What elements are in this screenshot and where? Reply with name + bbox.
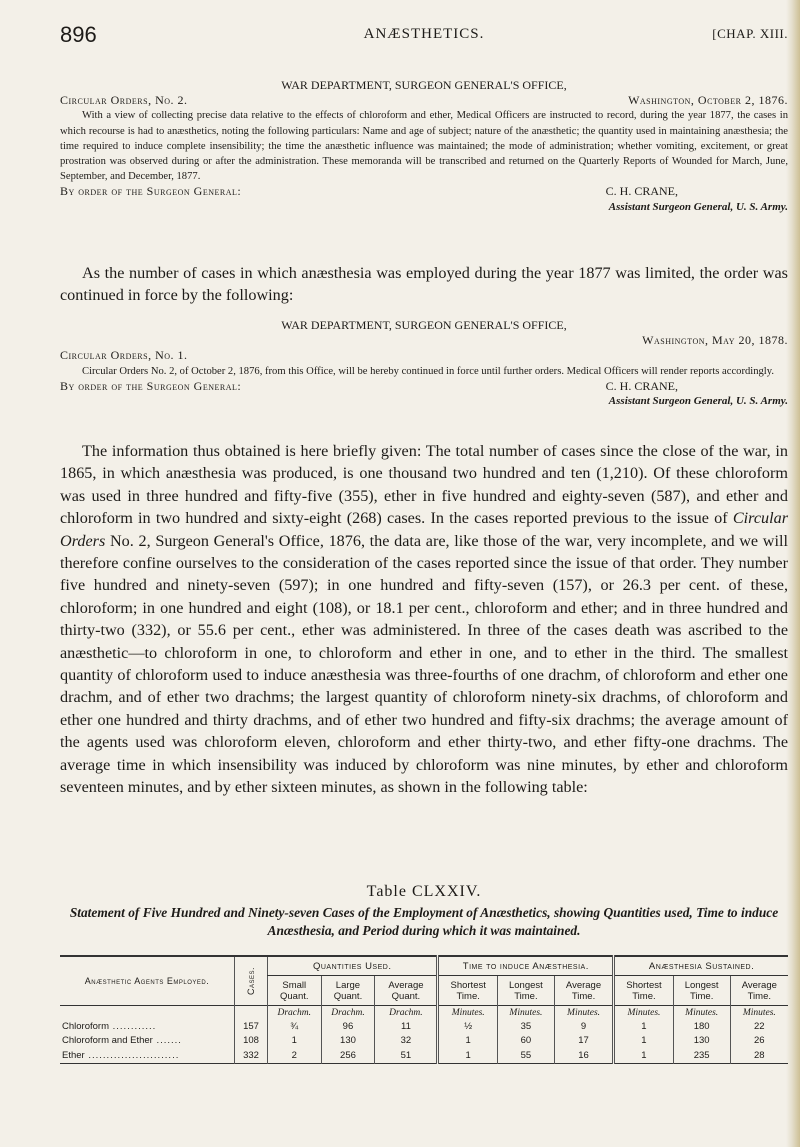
cell: 32 <box>375 1034 438 1048</box>
cell: 96 <box>321 1020 375 1034</box>
agent-name: Chloroform and Ether <box>62 1035 153 1046</box>
unit-2: Drachm. <box>321 1006 375 1020</box>
order1-signature <box>60 184 788 199</box>
table-row <box>60 1048 788 1064</box>
table-row <box>60 1020 788 1034</box>
paragraph-1: As the number of cases in which anæsthesia was employed during the year 1877 was limited, the order was continued in force by the following: <box>60 264 788 305</box>
running-head: ANÆSTHETICS. <box>363 26 485 42</box>
unit-6: Minutes. <box>554 1006 613 1020</box>
cell: 1 <box>614 1034 674 1048</box>
order1-right: Washington, October 2, 1876. <box>628 93 788 108</box>
order1-line <box>60 93 788 108</box>
paragraph-2 <box>60 440 788 799</box>
order1-heading: WAR DEPARTMENT, SURGEON GENERAL'S OFFICE, <box>281 78 567 92</box>
cell: 1 <box>614 1048 674 1064</box>
cell: 130 <box>321 1034 375 1048</box>
unit-8: Minutes. <box>673 1006 730 1020</box>
leader-dots: ............ <box>109 1021 157 1032</box>
unit-1: Drachm. <box>268 1006 322 1020</box>
order1-text: With a view of collecting precise data relative to the effects of chloroform and ether, Medical Officers are instructed to record, during the year 1877, the cases in which recourse is had to anæsthetics, noting the following particulars: Name and age of subject; nature of the anæsthetic; the quantity used in maintaining anæsthesia; the time required to induce complete insensibility; the time the anæsthetic influence was maintained; the mode of administration; whether vomiting, excitement, or great prostration was observed during or after the administration. These memoranda will be transcribed and returned on the Quarterly Reports of Wounded for March, June, September, and December, 1877. <box>60 110 788 183</box>
row-agent <box>60 1048 235 1064</box>
circular-order-2 <box>60 318 788 409</box>
order2-left: Circular Orders, No. 1. <box>60 348 188 363</box>
cell: 256 <box>321 1048 375 1064</box>
unit-9: Minutes. <box>730 1006 788 1020</box>
units-blank <box>60 1006 235 1020</box>
row-cases: 108 <box>235 1034 268 1048</box>
cell: 130 <box>673 1034 730 1048</box>
col-cases-header <box>235 956 268 1006</box>
cell: 1 <box>438 1034 498 1048</box>
paragraph-2-part-b: No. 2, Surgeon General's Office, 1876, the data are, like those of the war, very incomplete, and we will therefore confine ourselves to the consideration of the cases reported since the issue of that order. They number five hundred and ninety-seven (597); in one hundred and fifty-seven (157), or 26.3 per cent. of these, chloroform; in one hundred and eight (108), or 18.1 per cent., chloroform and ether; and in three hundred and thirty-two (332), or 55.6 per cent., ether was administered. In three of the cases death was ascribed to the anæsthetic—to chloroform in one, to chloroform and ether in one, and to ether in the third. The smallest quantity of chloroform used to induce anæsthesia was three-fourths of one drachm, of chloroform and ether one drachm, and of ether two drachms; the largest quantity of chloroform ninety-six drachms, of chloroform and ether one hundred and thirty drachms, and of ether two hundred and fifty-six drachms; the average amount of the agents used was chloroform eleven, chloroform and ether thirty-two, and ether fifty-one drachms. The average time in which insensibility was induced by chloroform was nine minutes, by ether and chloroform seventeen minutes, and by ether sixteen minutes, as shown in the following table: <box>60 531 788 797</box>
order1-sign-title: Assistant Surgeon General, U. S. Army. <box>608 200 788 213</box>
group-sustained: Anæsthesia Sustained. <box>614 956 788 976</box>
cell: 9 <box>554 1020 613 1034</box>
sub-shortest-time-induce: Shortest Time. <box>438 976 498 1006</box>
agent-name: Ether <box>62 1049 85 1061</box>
cell: ¾ <box>268 1020 322 1034</box>
row-cases: 157 <box>235 1020 268 1034</box>
cell: 180 <box>673 1020 730 1034</box>
row-agent <box>60 1020 235 1034</box>
unit-4: Minutes. <box>438 1006 498 1020</box>
row-cases: 332 <box>235 1048 268 1064</box>
sub-large-quant: Large Quant. <box>321 976 375 1006</box>
sub-average-time-induce: Average Time. <box>554 976 613 1006</box>
unit-5: Minutes. <box>497 1006 554 1020</box>
cell: 60 <box>497 1034 554 1048</box>
cell: 28 <box>730 1048 788 1064</box>
leader-dots: ......................... <box>84 1049 180 1061</box>
page-spine-shadow <box>786 0 800 1147</box>
table-caption: Statement of Five Hundred and Ninety-seven Cases of the Employment of Anæsthetics, showing Quantities used, Time to induce Anæsthesia, and Period during which it was maintained. <box>69 905 779 938</box>
cell: 17 <box>554 1034 613 1048</box>
sub-longest-time-sustained: Longest Time. <box>673 976 730 1006</box>
cell: 22 <box>730 1020 788 1034</box>
sub-average-quant: Average Quant. <box>375 976 438 1006</box>
cell: 16 <box>554 1048 613 1064</box>
col-agent-header: Anæsthetic Agents Employed. <box>84 976 210 986</box>
unit-7: Minutes. <box>614 1006 674 1020</box>
table-label: Table CLXXIV. <box>366 883 482 900</box>
col-cases-text: Cases. <box>246 966 257 996</box>
order1-sign-left: By order of the Surgeon General: <box>60 184 242 199</box>
group-time-induce: Time to induce Anæsthesia. <box>438 956 614 976</box>
units-row <box>60 1006 788 1020</box>
cell: 35 <box>497 1020 554 1034</box>
order2-right: Washington, May 20, 1878. <box>642 333 788 348</box>
leader-dots: ....... <box>152 1035 182 1046</box>
order2-sign-title: Assistant Surgeon General, U. S. Army. <box>608 395 788 408</box>
row-agent <box>60 1034 235 1048</box>
chapter-label: [CHAP. XIII. <box>712 26 788 41</box>
cell: 235 <box>673 1048 730 1064</box>
unit-3: Drachm. <box>375 1006 438 1020</box>
page-header <box>60 22 788 52</box>
order2-sign-left: By order of the Surgeon General: <box>60 378 242 393</box>
order2-signature <box>60 379 788 394</box>
cell: 11 <box>375 1020 438 1034</box>
agent-name: Chloroform <box>62 1021 109 1032</box>
order2-text: Circular Orders No. 2, of October 2, 1876, from this Office, will be hereby continued in force until further orders. Medical Officers will render reports accordingly. <box>82 365 775 377</box>
paragraph-2-emphasis: Circular Orders <box>60 509 788 550</box>
table-header-row-1 <box>60 956 788 976</box>
cell: 1 <box>614 1020 674 1034</box>
order2-heading: WAR DEPARTMENT, SURGEON GENERAL'S OFFICE, <box>281 318 567 332</box>
cell: 1 <box>268 1034 322 1048</box>
sub-longest-time-induce: Longest Time. <box>497 976 554 1006</box>
paragraph-2-part-a: The information thus obtained is here briefly given: The total number of cases since the close of the war, in 1865, in which anæsthesia was produced, is one thousand two hundred and ten (1,210). Of these chloroform was used in three hundred and fifty-five (355), ether in five hundred and eighty-seven (587), and ether and chloroform in two hundred and sixty-eight (268) cases. In the cases reported previous to the issue of <box>60 442 788 528</box>
cell: 55 <box>497 1048 554 1064</box>
order1-left: Circular Orders, No. 2. <box>60 93 188 108</box>
sub-shortest-time-sustained: Shortest Time. <box>614 976 674 1006</box>
sub-average-time-sustained: Average Time. <box>730 976 788 1006</box>
table-row <box>60 1034 788 1048</box>
units-blank-cases <box>235 1006 268 1020</box>
data-table <box>60 955 788 1064</box>
cell: 2 <box>268 1048 322 1064</box>
cell: ½ <box>438 1020 498 1034</box>
group-quantities: Quantities Used. <box>268 956 438 976</box>
page-number: 896 <box>60 22 97 47</box>
sub-small-quant: Small Quant. <box>268 976 322 1006</box>
cell: 51 <box>375 1048 438 1064</box>
cell: 1 <box>438 1048 498 1064</box>
order2-sign-name: C. H. CRANE, <box>605 378 678 393</box>
cell: 26 <box>730 1034 788 1048</box>
circular-order-1 <box>60 78 788 215</box>
order1-sign-name: C. H. CRANE, <box>605 184 678 199</box>
